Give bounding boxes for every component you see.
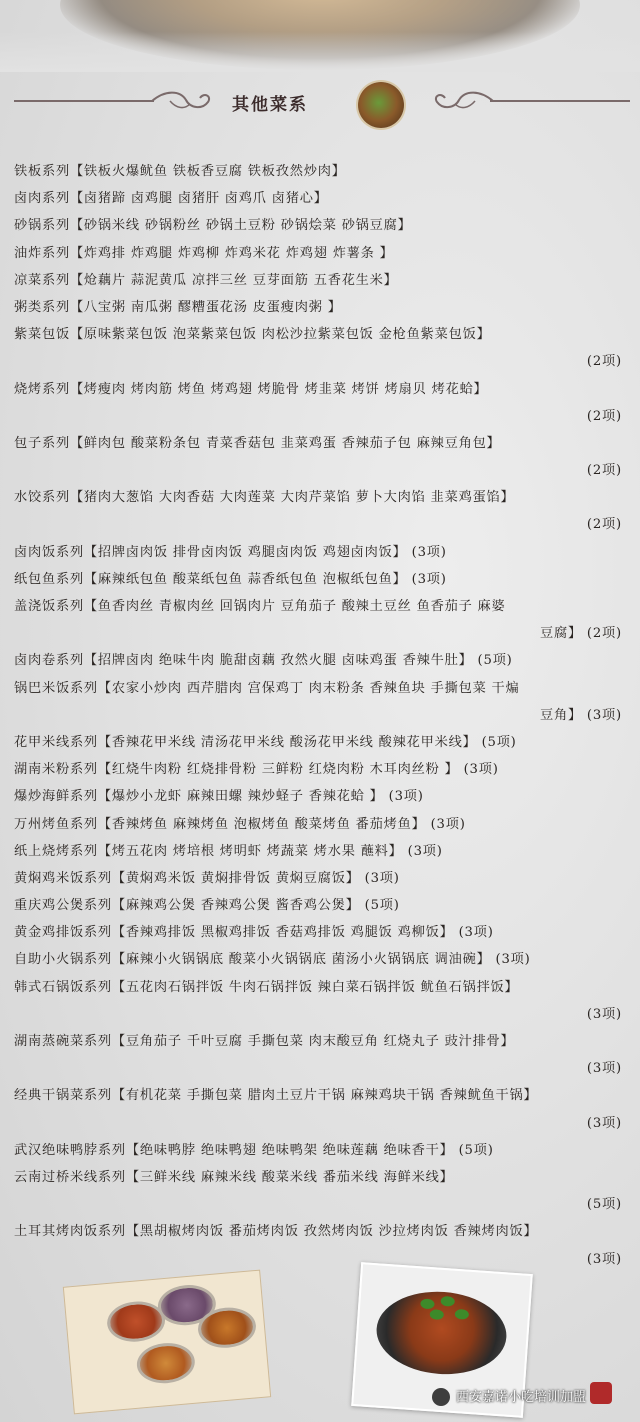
menu-line: 卤肉系列【卤猪蹄 卤鸡腿 卤猪肝 卤鸡爪 卤猪心】 [14, 191, 328, 207]
menu-line: 武汉绝味鸭脖系列【绝味鸭脖 绝味鸭翅 绝味鸭架 绝味莲藕 绝味香干】 (5项) [14, 1142, 494, 1158]
header-food-photo [0, 0, 640, 72]
menu-line: 水饺系列【猪肉大葱馅 大肉香菇 大肉莲菜 大肉芹菜馅 萝卜大肉馅 韭菜鸡蛋馅】 [14, 490, 515, 506]
ornament-line-right [490, 100, 630, 102]
menu-line: 云南过桥米线系列【三鲜米线 麻辣米线 酸菜米线 番茄米线 海鲜米线】 [14, 1169, 454, 1185]
menu-list [14, 158, 632, 1273]
menu-line-count: (5项) [586, 1197, 622, 1213]
menu-line: 花甲米线系列【香辣花甲米线 清汤花甲米线 酸汤花甲米线 酸辣花甲米线】 (5项) [14, 734, 517, 750]
menu-line: 湖南蒸碗菜系列【豆角茄子 千叶豆腐 手撕包菜 肉末酸豆角 红烧丸子 豉汁排骨】 [14, 1034, 515, 1049]
menu-line-count: (2项) [586, 463, 622, 479]
menu-line: 包子系列【鲜肉包 酸菜粉条包 青菜香菇包 韭菜鸡蛋 香辣茄子包 麻辣豆角包】 [14, 435, 501, 451]
ornament-swirl-left-icon [150, 88, 220, 114]
watermark-text: 西安嘉诺小吃培训加盟 [456, 1390, 587, 1405]
menu-line-continuation: 豆角】 (3项) [539, 707, 622, 723]
menu-line-continuation: 豆腐】 (2项) [539, 626, 622, 642]
menu-line: 卤肉饭系列【招牌卤肉饭 排骨卤肉饭 鸡腿卤肉饭 鸡翅卤肉饭】 (3项) [14, 544, 447, 560]
dish-thumbnail [358, 82, 404, 128]
menu-line: 油炸系列【炸鸡排 炸鸡腿 炸鸡柳 炸鸡米花 炸鸡翅 炸薯条 】 [14, 245, 394, 261]
menu-line: 锅巴米饭系列【农家小炒肉 西芹腊肉 宫保鸡丁 肉末粉条 香辣鱼块 手撕包菜 干煸 [14, 680, 520, 696]
menu-line: 重庆鸡公煲系列【麻辣鸡公煲 香辣鸡公煲 酱香鸡公煲】 (5项) [14, 898, 400, 914]
bowls-photo [63, 1270, 271, 1415]
menu-line: 万州烤鱼系列【香辣烤鱼 麻辣烤鱼 泡椒烤鱼 酸菜烤鱼 番茄烤鱼】 (3项) [14, 816, 466, 832]
wechat-logo-icon [432, 1388, 450, 1406]
menu-line: 紫菜包饭【原味紫菜包饭 泡菜紫菜包饭 肉松沙拉紫菜包饭 金枪鱼紫菜包饭】 [14, 327, 491, 343]
red-seal-icon [590, 1382, 612, 1404]
menu-line-count: (3项) [586, 1061, 622, 1077]
menu-line: 铁板系列【铁板火爆鱿鱼 铁板香豆腐 铁板孜然炒肉】 [14, 164, 346, 179]
ornament-line-left [14, 100, 154, 102]
menu-line: 砂锅系列【砂锅米线 砂锅粉丝 砂锅土豆粉 砂锅烩菜 砂锅豆腐】 [14, 218, 412, 234]
menu-line-count: (2项) [586, 354, 622, 370]
menu-line: 湖南米粉系列【红烧牛肉粉 红烧排骨粉 三鲜粉 红烧肉粉 木耳肉丝粉 】 (3项) [14, 762, 499, 778]
menu-line: 粥类系列【八宝粥 南瓜粥 醪糟蛋花汤 皮蛋瘦肉粥 】 [14, 299, 342, 315]
menu-line-count: (2项) [586, 408, 622, 424]
menu-line: 自助小火锅系列【麻辣小火锅锅底 酸菜小火锅锅底 菌汤小火锅锅底 调油碗】 (3项) [14, 952, 531, 968]
menu-line: 纸包鱼系列【麻辣纸包鱼 酸菜纸包鱼 蒜香纸包鱼 泡椒纸包鱼】 (3项) [14, 571, 447, 587]
menu-line: 黄金鸡排饭系列【香辣鸡排饭 黑椒鸡排饭 香菇鸡排饭 鸡腿饭 鸡柳饭】 (3项) [14, 925, 494, 941]
menu-line: 凉菜系列【炝藕片 蒜泥黄瓜 凉拌三丝 豆芽面筋 五香花生米】 [14, 272, 398, 288]
menu-line: 爆炒海鲜系列【爆炒小龙虾 麻辣田螺 辣炒蛏子 香辣花蛤 】 (3项) [14, 789, 424, 805]
menu-line: 黄焖鸡米饭系列【黄焖鸡米饭 黄焖排骨饭 黄焖豆腐饭】 (3项) [14, 870, 400, 886]
ornament-swirl-right-icon [425, 88, 495, 114]
section-header [0, 78, 640, 138]
menu-line: 盖浇饭系列【鱼香肉丝 青椒肉丝 回锅肉片 豆角茄子 酸辣土豆丝 鱼香茄子 麻婆 [14, 599, 506, 614]
menu-line: 卤肉卷系列【招牌卤肉 绝味牛肉 脆甜卤藕 孜然火腿 卤味鸡蛋 香辣牛肚】 (5项) [14, 653, 513, 669]
menu-line: 烧烤系列【烤瘦肉 烤肉筋 烤鱼 烤鸡翅 烤脆骨 烤韭菜 烤饼 烤扇贝 烤花蛤】 [14, 381, 488, 397]
section-title: 其他菜系 [232, 95, 308, 115]
menu-line: 土耳其烤肉饭系列【黑胡椒烤肉饭 番茄烤肉饭 孜然烤肉饭 沙拉烤肉饭 香辣烤肉饭】 [14, 1224, 538, 1240]
menu-line: 经典干锅菜系列【有机花菜 手撕包菜 腊肉土豆片干锅 麻辣鸡块干锅 香辣鱿鱼干锅】 [14, 1088, 538, 1104]
menu-line-count: (3项) [586, 1006, 622, 1022]
menu-line: 韩式石锅饭系列【五花肉石锅拌饭 牛肉石锅拌饭 辣白菜石锅拌饭 鱿鱼石锅拌饭】 [14, 979, 519, 995]
menu-line-count: (3项) [586, 1115, 622, 1131]
menu-line: 纸上烧烤系列【烤五花肉 烤培根 烤明虾 烤蔬菜 烤水果 蘸料】 (3项) [14, 843, 443, 859]
menu-line-count: (3项) [586, 1251, 622, 1267]
menu-line-count: (2项) [586, 517, 622, 533]
